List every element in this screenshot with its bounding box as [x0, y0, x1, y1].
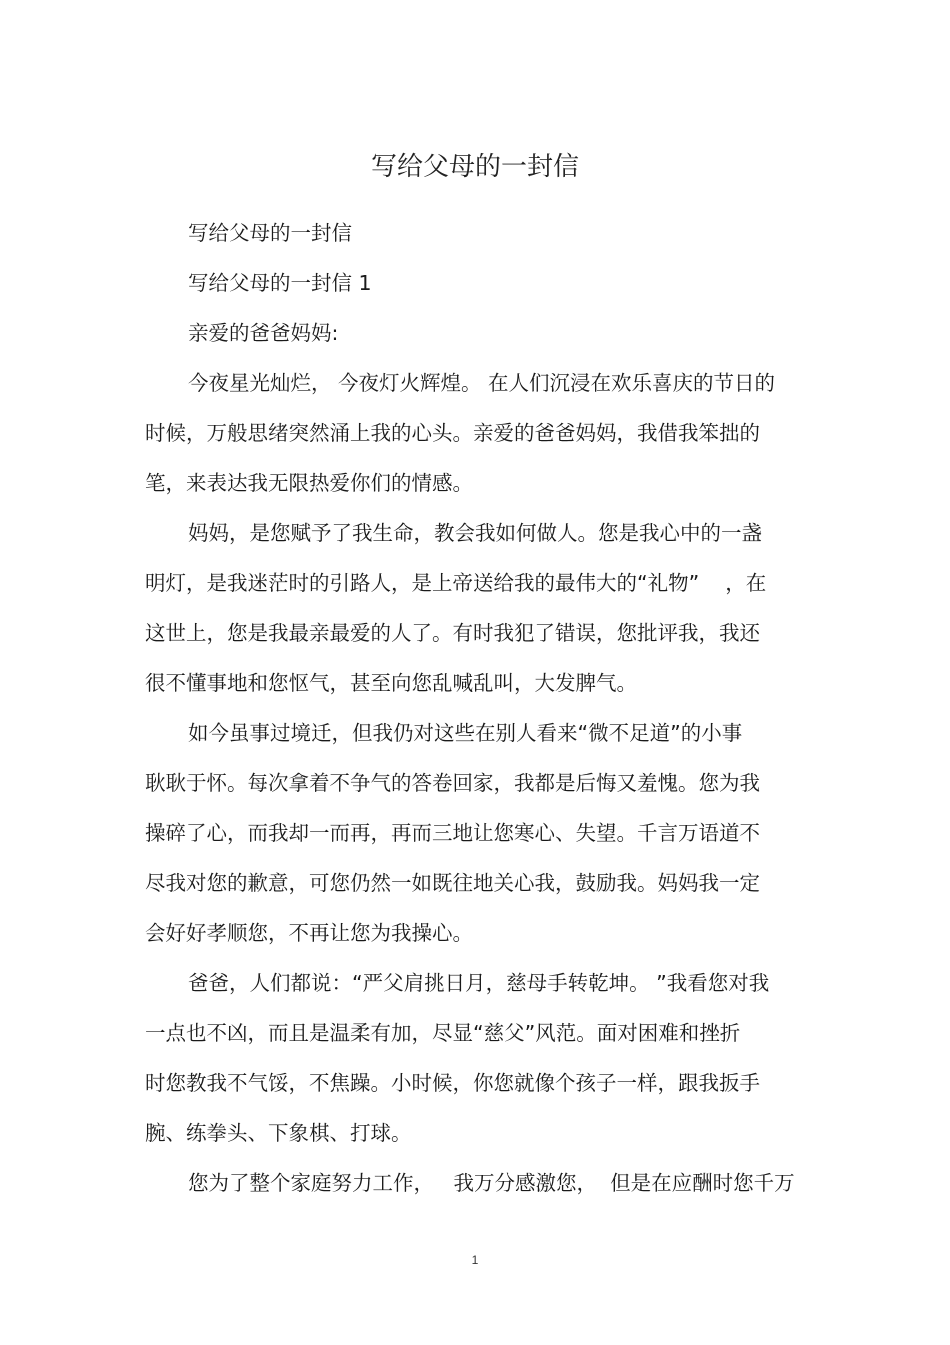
body-line: 今夜星光灿烂， 今夜灯火辉煌。 在人们沉浸在欢乐喜庆的节日的 — [188, 371, 776, 395]
body-line: 操碎了心，而我却一而再，再而三地让您寒心、失望。千言万语道不 — [145, 821, 760, 845]
body-line: 妈妈，是您赋予了我生命，教会我如何做人。您是我心中的一盏 — [188, 521, 762, 545]
body-line: 会好好孝顺您，不再让您为我操心。 — [145, 921, 473, 945]
subtitle-line: 写给父母的一封信 — [188, 221, 352, 245]
body-line: 很不懂事地和您怄气，甚至向您乱喊乱叫，大发脾气。 — [145, 671, 637, 695]
body-line: 爸爸，人们都说：“严父肩挑日月，慈母手转乾坤。 ”我看您对我 — [188, 971, 770, 995]
body-line: 明灯，是我迷茫时的引路人，是上帝送给我的最伟大的“礼物” ，在 — [145, 571, 767, 595]
body-line: 如今虽事过境迁，但我仍对这些在别人看来“微不足道”的小事 — [188, 721, 743, 745]
page-number: 1 — [471, 1253, 479, 1267]
body-line: 这世上，您是我最亲最爱的人了。有时我犯了错误，您批评我，我还 — [145, 621, 760, 645]
body-line: 时您教我不气馁，不焦躁。小时候，你您就像个孩子一样，跟我扳手 — [145, 1071, 760, 1095]
body-line: 笔，来表达我无限热爱你们的情感。 — [145, 471, 473, 495]
salutation: 亲爱的爸爸妈妈: — [188, 321, 339, 345]
letter-heading: 写给父母的一封信 1 — [188, 271, 372, 295]
body-line: 耿耿于怀。每次拿着不争气的答卷回家，我都是后悔又羞愧。您为我 — [145, 771, 760, 795]
document-title: 写给父母的一封信 — [370, 152, 579, 182]
body-line: 时候，万般思绪突然涌上我的心头。亲爱的爸爸妈妈，我借我笨拙的 — [145, 421, 760, 445]
body-line: 腕、练拳头、下象棋、打球。 — [145, 1121, 412, 1145]
body-line: 尽我对您的歉意，可您仍然一如既往地关心我，鼓励我。妈妈我一定 — [145, 871, 760, 895]
body-line: 您为了整个家庭努力工作， 我万分感激您， 但是在应酬时您千万 — [188, 1171, 795, 1195]
body-line: 一点也不凶，而且是温柔有加，尽显“慈父”风范。面对困难和挫折 — [145, 1021, 741, 1045]
